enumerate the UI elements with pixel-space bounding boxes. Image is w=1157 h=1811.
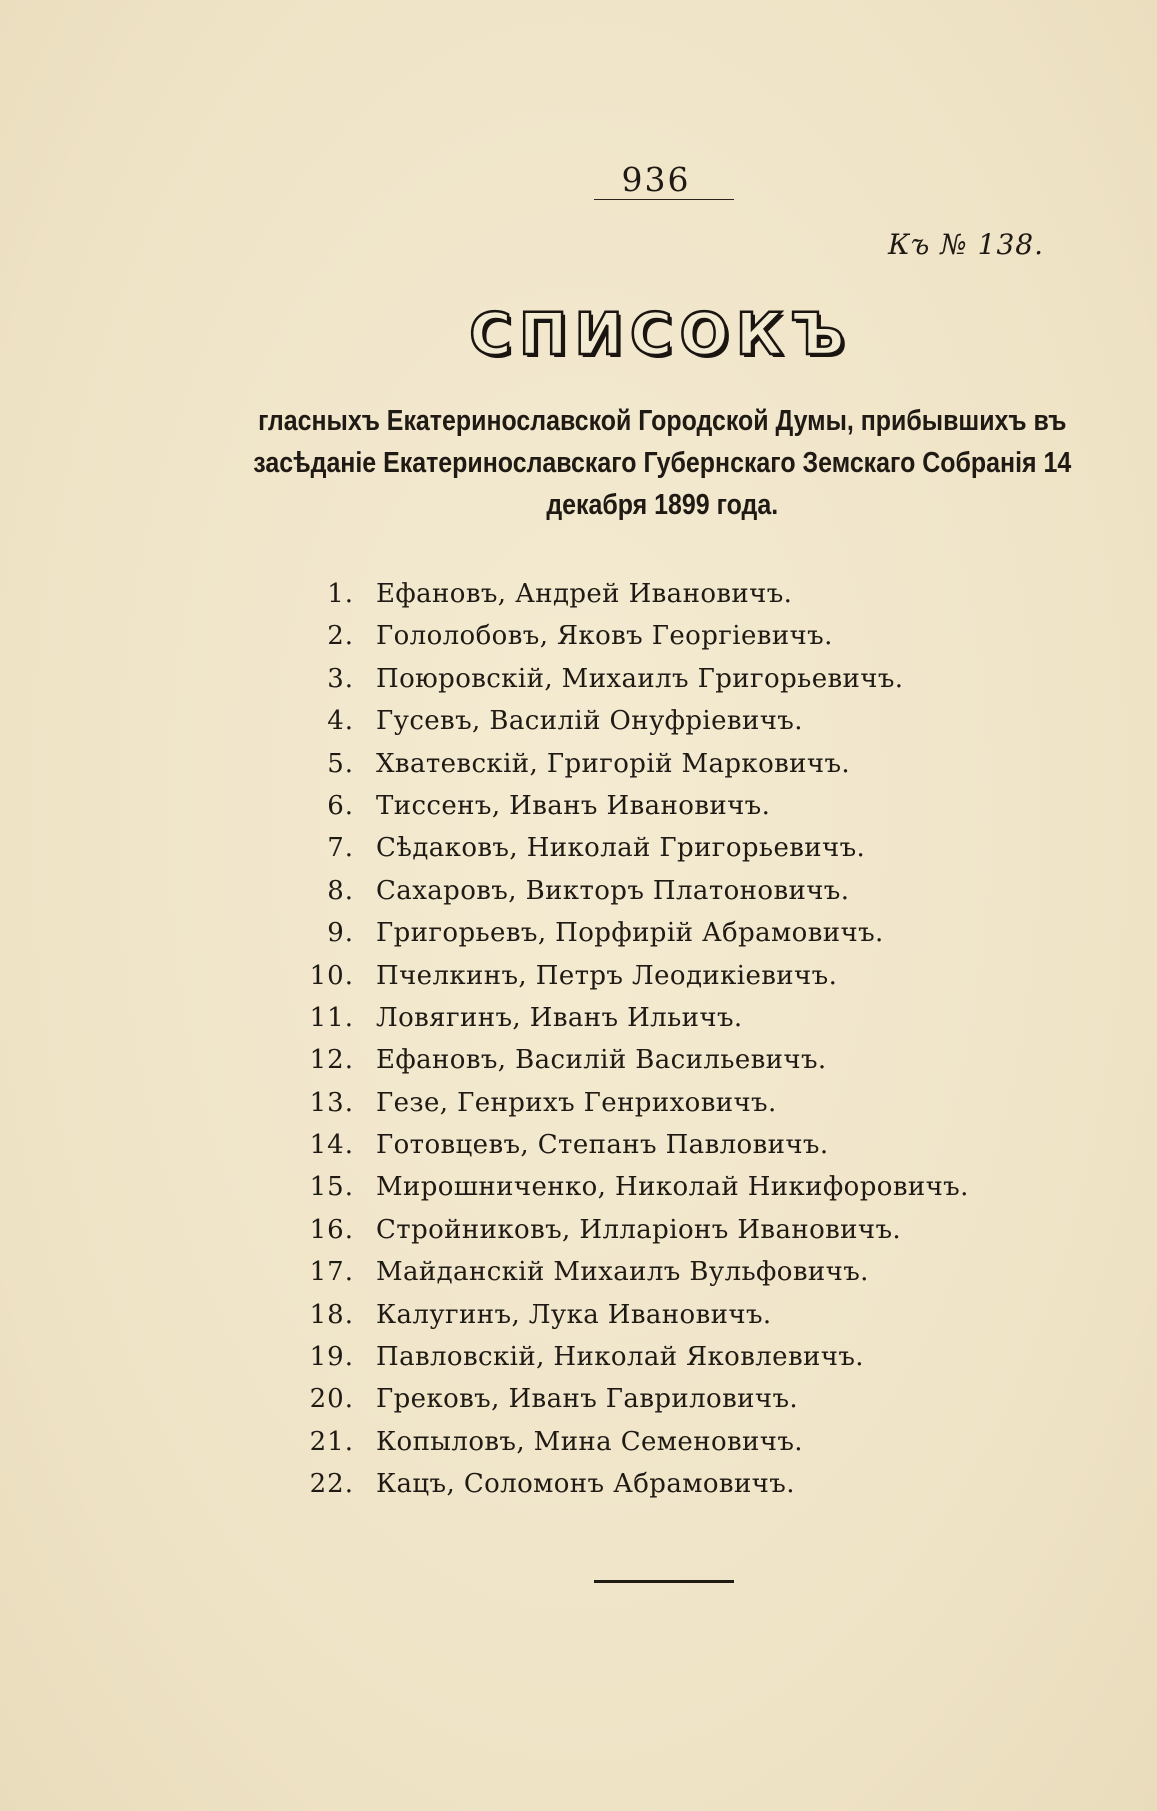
item-number: 2.	[327, 621, 354, 652]
list-item	[300, 743, 980, 785]
member-name: Сѣдаковъ, Николай Григорьевичъ.	[376, 833, 866, 864]
document-subtitle: гласныхъ Екатеринославской Городской Думы, прибывшихъ въ засѣданіе Екатеринославскаго Губернскаго Земскаго Собранія 14 декабря 1899 года.	[253, 405, 1072, 521]
member-name: Гезе, Генрихъ Генриховичъ.	[376, 1087, 777, 1118]
item-number: 7.	[327, 833, 354, 864]
list-item	[300, 1294, 980, 1336]
list-item	[300, 1463, 980, 1505]
list-item	[300, 912, 980, 954]
list-item	[300, 658, 980, 700]
item-number: 6.	[327, 790, 354, 821]
list-item	[300, 1336, 980, 1378]
list-item	[300, 1251, 980, 1293]
member-name: Ефановъ, Василій Васильевичъ.	[376, 1045, 827, 1076]
member-name: Поюровскій, Михаилъ Григорьевичъ.	[376, 663, 904, 694]
item-number: 3.	[327, 663, 354, 694]
member-name: Калугинъ, Лука Ивановичъ.	[376, 1299, 772, 1330]
member-name: Ефановъ, Андрей Ивановичъ.	[376, 579, 793, 609]
header-rule	[594, 199, 734, 200]
item-number: 19.	[309, 1342, 354, 1373]
item-number: 14.	[309, 1130, 354, 1161]
item-number: 16.	[309, 1214, 354, 1245]
member-name: Кацъ, Соломонъ Абрамовичъ.	[376, 1469, 795, 1500]
list-item	[300, 615, 980, 657]
item-number: 22.	[309, 1469, 354, 1500]
list-item	[300, 1039, 980, 1081]
list-item	[300, 1166, 980, 1208]
list-item	[300, 1209, 980, 1251]
item-number: 8.	[327, 875, 354, 906]
item-number: 5.	[327, 748, 354, 779]
list-item	[300, 1082, 980, 1124]
member-name: Майданскій Михаилъ Вульфовичъ.	[376, 1257, 869, 1288]
list-item	[300, 997, 980, 1039]
item-number: 12.	[309, 1045, 354, 1076]
item-number: 15.	[309, 1172, 354, 1203]
members-list	[300, 573, 980, 1506]
item-number: 4.	[327, 706, 354, 737]
page-number: 936	[621, 160, 691, 199]
list-item	[300, 573, 980, 615]
list-item	[300, 870, 980, 912]
list-item	[300, 700, 980, 742]
member-name: Хватевскій, Григорій Марковичъ.	[376, 748, 851, 779]
member-name: Григорьевъ, Порфирій Абрамовичъ.	[376, 918, 884, 949]
reference-note: Къ № 138.	[888, 228, 1044, 261]
member-name: Мирошниченко, Николай Никифоровичъ.	[376, 1172, 969, 1203]
member-name: Павловскій, Николай Яковлевичъ.	[376, 1342, 864, 1373]
item-number: 1.	[327, 579, 354, 609]
item-number: 18.	[309, 1299, 354, 1330]
list-item	[300, 1421, 980, 1463]
member-name: Тиссенъ, Иванъ Ивановичъ.	[376, 790, 771, 821]
member-name: Гололобовъ, Яковъ Георгіевичъ.	[376, 621, 833, 652]
item-number: 21.	[309, 1426, 354, 1457]
member-name: Готовцевъ, Степанъ Павловичъ.	[376, 1130, 829, 1161]
member-name: Пчелкинъ, Петръ Леодикіевичъ.	[376, 960, 838, 991]
list-item	[300, 955, 980, 997]
list-item	[300, 1124, 980, 1166]
item-number: 17.	[309, 1257, 354, 1288]
member-name: Грековъ, Иванъ Гавриловичъ.	[376, 1384, 799, 1415]
member-name: Ловягинъ, Иванъ Ильичъ.	[376, 1002, 743, 1033]
document-title: СПИСОКЪ	[469, 300, 852, 368]
item-number: 20.	[309, 1384, 354, 1415]
item-number: 10.	[309, 960, 354, 991]
item-number: 11.	[309, 1002, 354, 1033]
item-number: 9.	[327, 918, 354, 949]
list-item	[300, 785, 980, 827]
member-name: Стройниковъ, Илларіонъ Ивановичъ.	[376, 1214, 902, 1245]
list-item	[300, 827, 980, 869]
item-number: 13.	[309, 1087, 354, 1118]
footer-rule	[594, 1580, 734, 1583]
list-item	[300, 1378, 980, 1420]
member-name: Гусевъ, Василій Онуфріевичъ.	[376, 706, 803, 737]
member-name: Копыловъ, Мина Семеновичъ.	[376, 1426, 803, 1457]
member-name: Сахаровъ, Викторъ Платоновичъ.	[376, 875, 850, 906]
